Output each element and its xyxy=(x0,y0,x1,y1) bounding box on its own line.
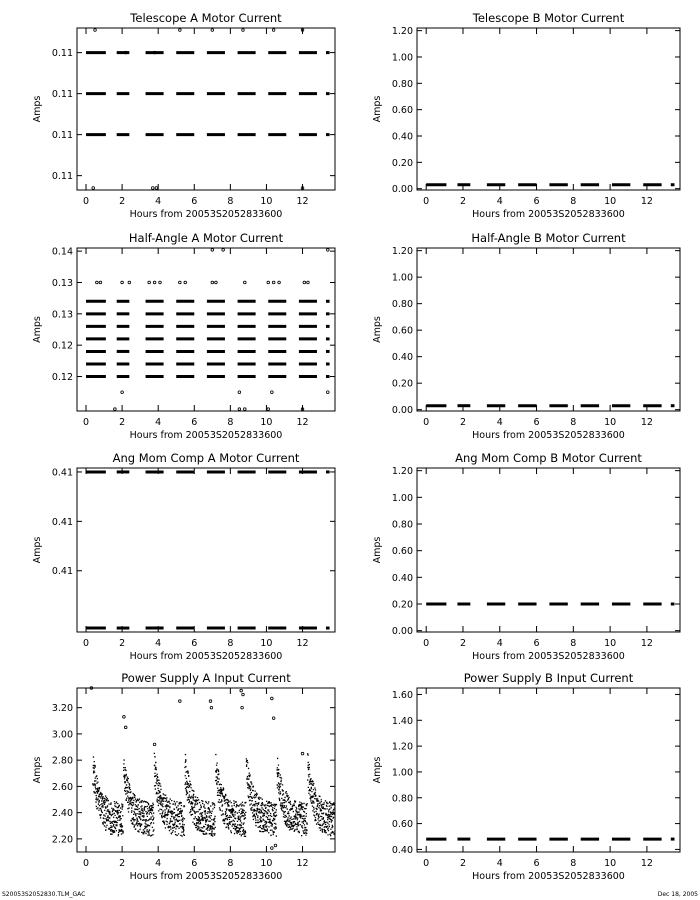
chart-title: Half-Angle A Motor Current xyxy=(128,231,284,245)
chart-panel xyxy=(372,231,680,441)
data-point xyxy=(210,706,213,709)
data-points xyxy=(92,753,338,837)
y-tick-label: 0.11 xyxy=(51,130,73,142)
footer-date: Dec 18, 2005 xyxy=(657,891,698,898)
x-tick-label: 8 xyxy=(227,858,234,869)
y-tick-label: 1.40 xyxy=(391,715,413,727)
data-point xyxy=(215,281,218,284)
y-axis-label: Amps xyxy=(372,536,383,564)
x-tick-label: 2 xyxy=(459,858,467,869)
y-tick-label: 1.00 xyxy=(391,767,413,779)
y-tick-label: 0.80 xyxy=(391,519,413,531)
data-point xyxy=(271,391,274,394)
x-tick-label: 12 xyxy=(640,858,653,869)
x-tick-label: 4 xyxy=(496,858,503,869)
x-tick-label: 2 xyxy=(119,858,126,869)
y-tick-label: 0.80 xyxy=(391,78,413,90)
data-point xyxy=(241,706,244,709)
data-point xyxy=(240,689,243,692)
y-axis-label: Amps xyxy=(372,95,383,123)
y-tick-label: 2.80 xyxy=(51,755,73,767)
data-series xyxy=(86,249,330,411)
data-point xyxy=(238,408,241,411)
y-tick-label: 2.40 xyxy=(51,808,73,820)
y-tick-label: 3.20 xyxy=(51,703,73,715)
data-point xyxy=(184,281,187,284)
x-tick-label: 10 xyxy=(260,417,273,428)
chart-title: Half-Angle B Motor Current xyxy=(471,231,626,245)
data-point xyxy=(155,187,158,190)
x-tick-label: 6 xyxy=(533,638,540,649)
y-tick-label: 3.00 xyxy=(51,729,73,741)
x-tick-label: 8 xyxy=(570,638,577,649)
y-tick-label: 0.00 xyxy=(391,184,413,196)
data-series xyxy=(86,29,330,189)
plot-frame xyxy=(417,688,680,852)
y-tick-label: 0.41 xyxy=(51,467,73,479)
x-tick-label: 0 xyxy=(82,196,90,207)
data-point xyxy=(209,700,212,703)
data-point xyxy=(211,29,214,32)
y-axis-label: Amps xyxy=(372,756,383,784)
x-tick-label: 10 xyxy=(260,858,273,869)
chart-title: Ang Mom Comp A Motor Current xyxy=(112,451,300,465)
data-point xyxy=(153,743,156,746)
y-tick-label: 0.60 xyxy=(391,105,413,117)
x-tick-label: 8 xyxy=(227,196,234,207)
x-tick-label: 4 xyxy=(155,196,162,207)
y-tick-label: 0.60 xyxy=(391,325,413,337)
x-axis-label: Hours from 20053S2052833600 xyxy=(472,871,625,882)
y-axis-label: Amps xyxy=(32,536,43,564)
data-point xyxy=(303,281,306,284)
y-tick-label: 0.80 xyxy=(391,299,413,311)
x-tick-label: 2 xyxy=(459,196,467,207)
data-point xyxy=(148,281,151,284)
chart-title: Telescope A Motor Current xyxy=(130,11,282,25)
x-tick-label: 10 xyxy=(260,196,273,207)
y-tick-label: 0.12 xyxy=(51,372,73,384)
x-tick-label: 12 xyxy=(640,196,653,207)
data-point xyxy=(243,408,246,411)
x-tick-label: 10 xyxy=(604,196,617,207)
x-tick-label: 4 xyxy=(496,638,503,649)
data-point xyxy=(243,281,246,284)
data-series xyxy=(86,472,330,628)
chart-title: Ang Mom Comp B Motor Current xyxy=(455,451,642,465)
data-point xyxy=(92,187,95,190)
chart-panel xyxy=(32,451,335,662)
data-point xyxy=(278,281,281,284)
data-point xyxy=(96,281,99,284)
x-tick-label: 8 xyxy=(570,417,577,428)
y-tick-label: 0.20 xyxy=(391,157,413,169)
chart-panel xyxy=(32,671,339,882)
x-tick-label: 6 xyxy=(533,417,540,428)
chart-panel xyxy=(372,11,680,220)
x-tick-label: 8 xyxy=(570,196,577,207)
x-tick-label: 8 xyxy=(227,417,234,428)
data-point xyxy=(267,408,270,411)
x-tick-label: 12 xyxy=(296,638,309,649)
data-point xyxy=(326,391,329,394)
x-tick-label: 12 xyxy=(296,858,309,869)
x-tick-label: 10 xyxy=(604,417,617,428)
x-tick-label: 2 xyxy=(119,417,126,428)
chart-panel xyxy=(372,671,680,882)
x-tick-label: 6 xyxy=(191,417,198,428)
x-tick-label: 0 xyxy=(423,858,430,869)
data-point xyxy=(238,391,241,394)
data-point xyxy=(99,281,102,284)
data-point xyxy=(128,281,131,284)
x-tick-label: 10 xyxy=(604,858,617,869)
data-point xyxy=(272,29,275,32)
y-tick-label: 0.11 xyxy=(51,171,73,183)
y-tick-label: 0.41 xyxy=(51,516,73,528)
y-tick-label: 0.00 xyxy=(391,626,413,638)
plot-frame xyxy=(417,248,680,411)
data-point xyxy=(271,847,274,850)
x-tick-label: 6 xyxy=(191,638,198,649)
data-point xyxy=(301,752,304,755)
data-point xyxy=(94,29,97,32)
y-tick-label: 0.60 xyxy=(391,819,413,831)
x-tick-label: 12 xyxy=(296,196,309,207)
data-point xyxy=(211,249,214,252)
data-point xyxy=(222,249,225,252)
x-axis-label: Hours from 20053S2052833600 xyxy=(129,209,283,220)
plot-frame xyxy=(417,28,680,190)
y-tick-label: 2.60 xyxy=(51,781,73,793)
y-tick-label: 0.40 xyxy=(391,572,413,584)
x-tick-label: 0 xyxy=(423,417,430,428)
x-tick-label: 4 xyxy=(155,638,162,649)
y-axis-label: Amps xyxy=(372,316,383,343)
y-tick-label: 1.20 xyxy=(391,26,413,38)
data-point xyxy=(114,408,117,411)
y-axis-label: Amps xyxy=(32,316,43,343)
x-tick-label: 10 xyxy=(604,638,617,649)
y-tick-label: 1.20 xyxy=(391,246,413,258)
y-axis-label: Amps xyxy=(32,756,43,784)
x-tick-label: 2 xyxy=(459,417,467,428)
y-tick-label: 2.20 xyxy=(51,834,73,846)
data-point xyxy=(121,391,124,394)
y-tick-label: 1.60 xyxy=(391,689,413,701)
data-point xyxy=(267,281,270,284)
y-tick-label: 0.14 xyxy=(51,246,73,258)
x-axis-label: Hours from 20053S2052833600 xyxy=(472,651,625,662)
x-tick-label: 12 xyxy=(640,417,653,428)
x-tick-label: 8 xyxy=(227,638,234,649)
chart-panel xyxy=(372,451,680,662)
y-tick-label: 0.40 xyxy=(391,131,413,143)
y-tick-label: 0.13 xyxy=(51,277,73,289)
x-tick-label: 0 xyxy=(82,638,90,649)
y-tick-label: 0.13 xyxy=(51,309,73,321)
data-point xyxy=(242,29,245,32)
x-tick-label: 4 xyxy=(155,858,162,869)
x-tick-label: 0 xyxy=(82,858,90,869)
y-tick-label: 0.00 xyxy=(391,405,413,417)
data-point xyxy=(151,187,154,190)
x-tick-label: 12 xyxy=(640,638,653,649)
x-tick-label: 0 xyxy=(423,638,430,649)
plot-frame xyxy=(77,248,335,411)
data-point xyxy=(159,281,162,284)
y-tick-label: 0.40 xyxy=(391,844,413,856)
chart-panel xyxy=(32,231,335,441)
data-point xyxy=(121,281,124,284)
x-tick-label: 8 xyxy=(570,858,577,869)
plot-frame xyxy=(77,468,335,632)
x-tick-label: 4 xyxy=(496,196,503,207)
data-point xyxy=(272,717,275,720)
plot-frame xyxy=(77,28,335,190)
x-tick-label: 6 xyxy=(533,196,540,207)
data-point xyxy=(274,844,277,847)
data-point xyxy=(272,281,275,284)
data-point xyxy=(179,29,182,32)
y-tick-label: 1.00 xyxy=(391,52,413,64)
x-axis-label: Hours from 20053S2052833600 xyxy=(129,430,283,441)
x-tick-label: 0 xyxy=(423,196,430,207)
chart-title: Telescope B Motor Current xyxy=(472,11,625,25)
data-point xyxy=(242,693,245,696)
y-tick-label: 0.20 xyxy=(391,378,413,390)
y-axis-label: Amps xyxy=(32,95,43,123)
chart-title: Power Supply A Input Current xyxy=(121,671,291,685)
y-tick-label: 1.20 xyxy=(391,466,413,478)
data-point xyxy=(123,716,126,719)
chart-title: Power Supply B Input Current xyxy=(463,671,634,685)
data-point xyxy=(211,281,214,284)
y-tick-label: 0.40 xyxy=(391,352,413,364)
y-tick-label: 0.80 xyxy=(391,793,413,805)
chart-panel xyxy=(32,11,335,220)
data-point xyxy=(179,281,182,284)
y-tick-label: 1.00 xyxy=(391,492,413,504)
y-tick-label: 1.20 xyxy=(391,741,413,753)
y-tick-label: 0.12 xyxy=(51,340,73,352)
data-point xyxy=(179,700,182,703)
x-tick-label: 2 xyxy=(119,196,126,207)
x-tick-label: 4 xyxy=(496,417,503,428)
x-axis-label: Hours from 20053S2052833600 xyxy=(129,871,283,882)
x-tick-label: 2 xyxy=(119,638,126,649)
footer-filename: S20053S2052830.TLM_GAC xyxy=(2,891,86,898)
y-tick-label: 0.11 xyxy=(51,48,73,60)
y-tick-label: 0.20 xyxy=(391,599,413,611)
x-tick-label: 10 xyxy=(260,638,273,649)
plot-frame xyxy=(417,468,680,632)
x-tick-label: 6 xyxy=(533,858,540,869)
x-tick-label: 0 xyxy=(82,417,90,428)
data-point xyxy=(326,249,329,252)
y-tick-label: 0.60 xyxy=(391,546,413,558)
x-axis-label: Hours from 20053S2052833600 xyxy=(472,209,625,220)
x-tick-label: 2 xyxy=(459,638,467,649)
x-axis-label: Hours from 20053S2052833600 xyxy=(472,430,625,441)
x-tick-label: 4 xyxy=(155,417,162,428)
data-point xyxy=(307,281,310,284)
x-tick-label: 6 xyxy=(191,196,198,207)
y-tick-label: 0.41 xyxy=(51,566,73,578)
x-tick-label: 12 xyxy=(296,417,309,428)
x-tick-label: 6 xyxy=(191,858,198,869)
data-point xyxy=(153,281,156,284)
x-axis-label: Hours from 20053S2052833600 xyxy=(129,651,283,662)
data-point xyxy=(271,697,274,700)
data-point xyxy=(124,726,127,729)
data-series xyxy=(90,687,338,850)
y-tick-label: 1.00 xyxy=(391,272,413,284)
y-tick-label: 0.11 xyxy=(51,89,73,101)
